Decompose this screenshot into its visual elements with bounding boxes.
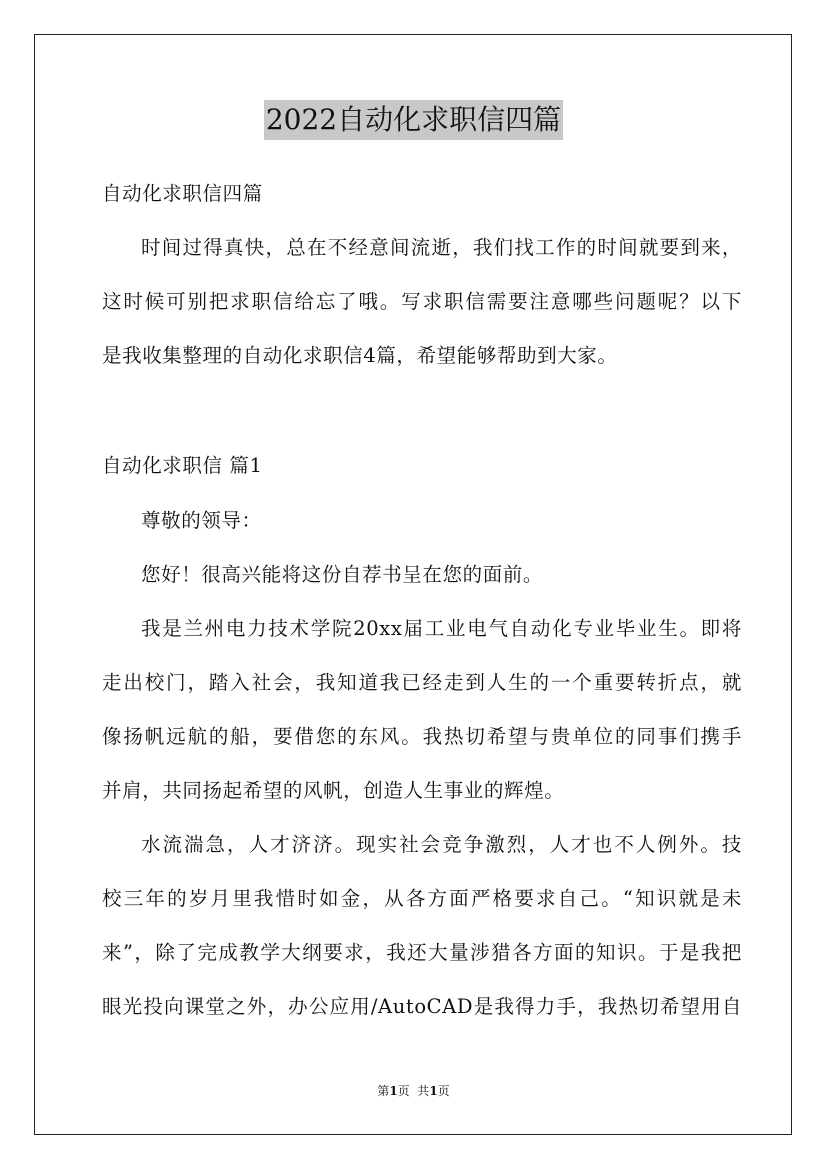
intro-line-1: 时间过得真快，总在不经意间流逝，我们找工作的时间就要到来， [141, 236, 742, 259]
intro-line-3: 是我收集整理的自动化求职信4篇，希望能够帮助到大家。 [102, 344, 618, 367]
paragraph2-line-4: 眼光投向课堂之外，办公应用/AutoCAD是我得力手，我热切希望用自 [102, 995, 742, 1018]
document-subtitle: 自动化求职信四篇 [102, 182, 263, 205]
paragraph1-line-4: 并肩，共同扬起希望的风帆，创造人生事业的辉煌。 [102, 779, 565, 802]
footer-page-total: 1 [429, 1084, 438, 1098]
intro-line-2: 这时候可别把求职信给忘了哦。写求职信需要注意哪些问题呢？以下 [102, 290, 742, 313]
footer-page-current: 1 [389, 1084, 398, 1098]
paragraph2-line-1: 水流湍急，人才济济。现实社会竞争激烈，人才也不人例外。技 [141, 833, 742, 856]
title-container [0, 100, 827, 140]
footer-page-prefix: 第 [377, 1084, 390, 1098]
footer-page-mid: 页 共 [397, 1084, 430, 1098]
paragraph2-line-2: 校三年的岁月里我惜时如金，从各方面严格要求自己。“知识就是未 [102, 887, 742, 910]
paragraph1-line-3: 像扬帆远航的船，要借您的东风。我热切希望与贵单位的同事们携手 [102, 725, 742, 748]
page-footer [0, 1083, 827, 1099]
greeting: 您好！很高兴能将这份自荐书呈在您的面前。 [141, 563, 544, 586]
paragraph1-line-2: 走出校门，踏入社会，我知道我已经走到人生的一个重要转折点，就 [102, 671, 742, 694]
paragraph2-line-3: 来”，除了完成教学大纲要求，我还大量涉猎各方面的知识。于是我把 [102, 941, 742, 964]
paragraph1-line-1: 我是兰州电力技术学院20xx届工业电气自动化专业毕业生。即将 [141, 617, 742, 640]
section-heading: 自动化求职信 篇1 [102, 454, 263, 477]
footer-page-suffix: 页 [437, 1084, 450, 1098]
salutation: 尊敬的领导： [141, 509, 262, 532]
document-title: 2022自动化求职信四篇 [264, 100, 563, 140]
